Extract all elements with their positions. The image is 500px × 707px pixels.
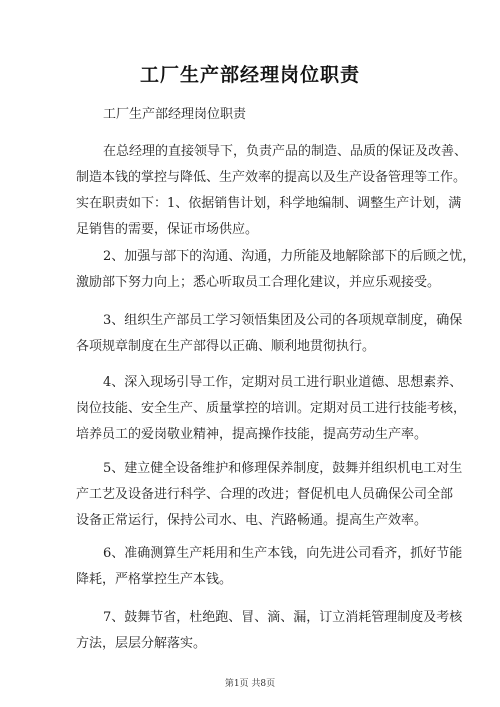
page-footer: 第1页 共8页 (224, 679, 276, 689)
document-subtitle: 工厂生产部经理岗位职责 (103, 107, 247, 122)
paragraph-line: 制造本钱的掌控与降低、生产效率的提高以及生产设备管理等工作。 (76, 170, 467, 185)
paragraph-line: 方法，层层分解落实。 (76, 636, 207, 651)
paragraph-line: 激励部下努力向上；悉心听取员工合理化建议，并应乐观接受。 (76, 275, 441, 290)
paragraph-line: 7、鼓舞节省，杜绝跑、冒、滴、漏，订立消耗管理制度及考核 (103, 610, 463, 625)
paragraph-line: 产工艺及设备进行科学、合理的改进；督促机电人员确保公司全部 (76, 487, 454, 502)
paragraph-line: 岗位技能、安全生产、质量掌控的培训。定期对员工进行技能考核， (76, 401, 467, 416)
paragraph-line: 各项规章制度在生产部得以正确、顺利地贯彻执行。 (76, 339, 376, 354)
paragraph-line: 2、加强与部下的沟通、沟通，力所能及地解除部下的后顾之忧， (103, 249, 476, 264)
document-title: 工厂生产部经理岗位职责 (139, 64, 360, 86)
paragraph-line: 足销售的需要，保证市场供应。 (76, 222, 259, 237)
paragraph-line: 降耗，严格掌控生产本钱。 (76, 572, 233, 587)
paragraph-line: 4、深入现场引导工作，定期对员工进行职业道德、思想素养、 (103, 375, 463, 390)
paragraph-line: 设备正常运行，保持公司水、电、汽路畅通。提高生产效率。 (76, 513, 428, 528)
paragraph-line: 6、准确测算生产耗用和生产本钱，向先进公司看齐，抓好节能 (103, 546, 463, 561)
paragraph-line: 在总经理的直接领导下，负责产品的制造、品质的保证及改善、 (103, 144, 468, 159)
paragraph-line: 5、建立健全设备维护和修理保养制度，鼓舞并组织机电工对生 (103, 461, 463, 476)
paragraph-line: 实在职责如下：1、依据销售计划，科学地编制、调整生产计划，满 (76, 196, 462, 211)
paragraph-line: 培养员工的爱岗敬业精神，提高操作技能，提高劳动生产率。 (76, 427, 428, 442)
paragraph-line: 3、组织生产部员工学习领悟集团及公司的各项规章制度，确保 (103, 313, 463, 328)
